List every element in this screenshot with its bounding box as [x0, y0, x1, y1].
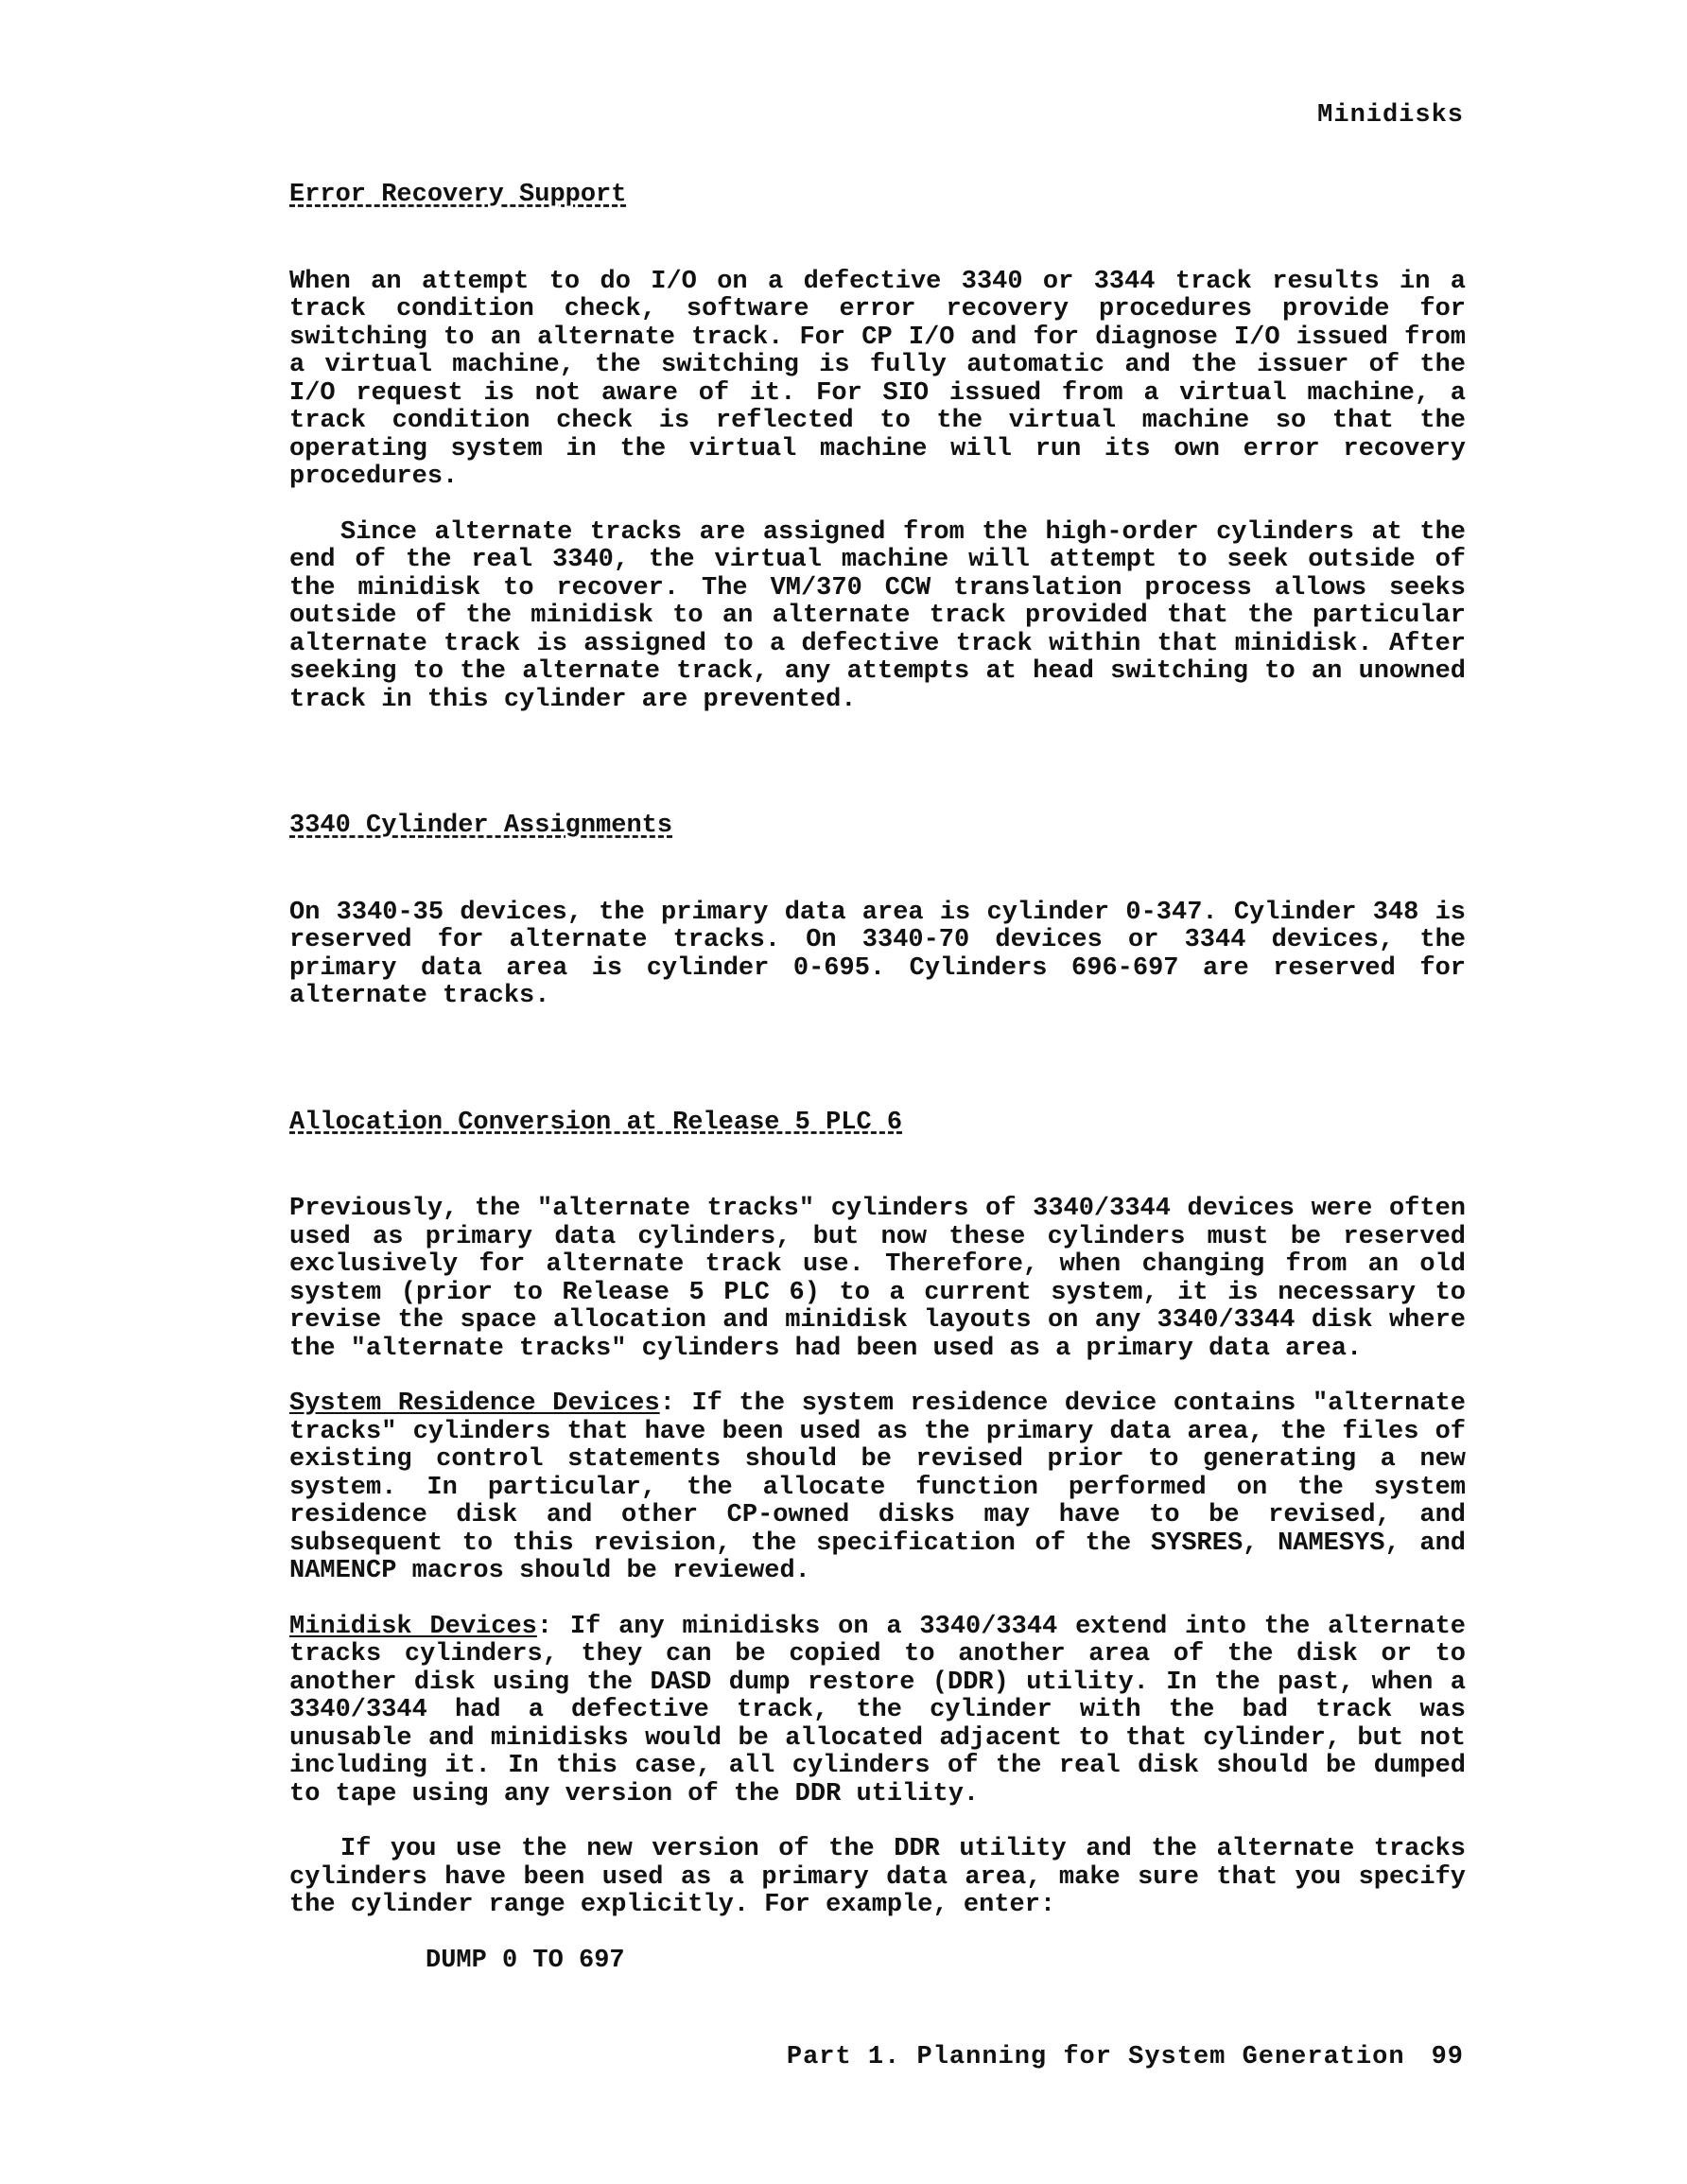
- run-in-heading: Minidisk Devices: [289, 1612, 537, 1641]
- page-footer: [787, 2043, 1464, 2071]
- paragraph-body: : If the system residence device contains "alternate tracks" cylinders that have been used as the primary data area, the files of existing control statements should be revised prior to generating a new system. In particular, the allocate function performed on the system residence disk and other CP-owned disks may have to be revised, and subsequent to this revision, the specification of the SYSRES, NAMESYS, and NAMENCP macros should be reviewed.: [289, 1389, 1466, 1585]
- paragraph-system-residence: [289, 1390, 1466, 1586]
- paragraph: On 3340-35 devices, the primary data area is cylinder 0-347. Cylinder 348 is reserved for alternate tracks. On 3340-70 devices or 3344 devices, the primary data area is cylinder 0-695. Cylinders 696-697 are reserved for alternate tracks.: [289, 898, 1466, 1010]
- paragraph: When an attempt to do I/O on a defective 3340 or 3344 track results in a track condition check, software error recovery procedures provide for switching to an alternate track. For CP I/O and for diagnose I/O issued from a virtual machine, the switching is fully automatic and the issuer of the I/O request is not aware of it. For SIO issued from a virtual machine, a track condition check is reflected to the virtual machine so that the operating system in the virtual machine will run its own error recovery procedures.: [289, 267, 1466, 491]
- paragraph: If you use the new version of the DDR utility and the alternate tracks cylinders have been used as a primary data area, make sure that you specify the cylinder range explicitly. For example, enter:: [289, 1835, 1466, 1919]
- run-in-heading: System Residence Devices: [289, 1389, 660, 1418]
- page-body: [289, 182, 1466, 1975]
- paragraph: Since alternate tracks are assigned from the high-order cylinders at the end of the real 3340, the virtual machine will attempt to seek outside of the minidisk to recover. The VM/370 CCW translation process allows seeks outside of the minidisk to an alternate track provided that the particular alternate track is assigned to a defective track within that minidisk. After seeking to the alternate track, any attempts at head switching to an unowned track in this cylinder are prevented.: [289, 517, 1466, 714]
- section-heading-cylinder-assignments: 3340 Cylinder Assignments: [289, 812, 673, 840]
- command-example: DUMP 0 TO 697: [426, 1946, 625, 1975]
- paragraph-minidisk-devices: [289, 1614, 1466, 1809]
- section-heading-error-recovery: Error Recovery Support: [289, 181, 627, 209]
- section-heading-allocation-conversion: Allocation Conversion at Release 5 PLC 6: [289, 1108, 903, 1137]
- running-head: Minidisks: [1317, 101, 1464, 130]
- paragraph: Previously, the "alternate tracks" cylinders of 3340/3344 devices were often used as primary data cylinders, but now these cylinders must be reserved exclusively for alternate track use. Therefore, when changing from an old system (prior to Release 5 PLC 6) to a current system, it is necessary to revise the space allocation and minidisk layouts on any 3340/3344 disk where the "alternate tracks" cylinders had been used as a primary data area.: [289, 1195, 1466, 1363]
- page-number: 99: [1431, 2043, 1464, 2071]
- paragraph-body: : If any minidisks on a 3340/3344 extend into the alternate tracks cylinders, they can be copied to another area of the disk or to another disk using the DASD dump restore (DDR) utility. In the past, when a 3340/3344 had a defective track, the cylinder with the bad track was unusable and minidisks would be allocated adjacent to that cylinder, but not including it. In this case, all cylinders of the real disk should be dumped to tape using any version of the DDR utility.: [289, 1612, 1466, 1808]
- footer-part-title: Part 1. Planning for System Generation: [786, 2043, 1405, 2071]
